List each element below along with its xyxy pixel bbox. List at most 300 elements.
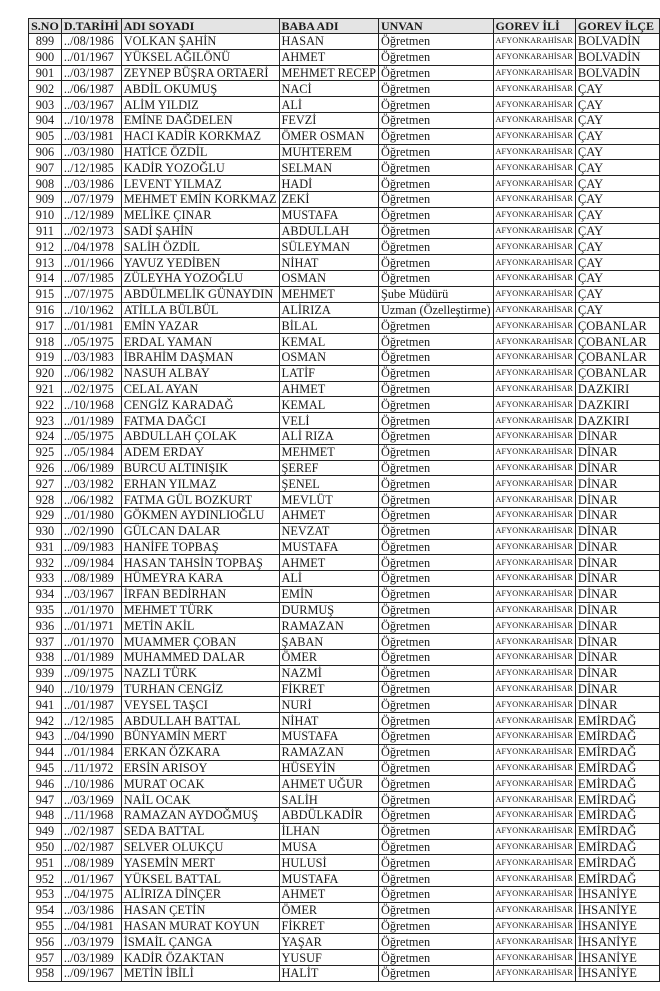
row-birth-date: ../03/1983 [61, 349, 121, 365]
row-district: İHSANİYE [575, 902, 659, 918]
row-sno: 925 [29, 444, 62, 460]
table-row [29, 112, 660, 128]
row-district: İHSANİYE [575, 887, 659, 903]
row-province: AFYONKARAHİSAR [493, 760, 575, 776]
row-province: AFYONKARAHİSAR [493, 571, 575, 587]
row-district: EMİRDAĞ [575, 776, 659, 792]
row-full-name: YÜKSEL BATTAL [121, 871, 279, 887]
row-title: Öğretmen [378, 65, 493, 81]
table-row [29, 555, 660, 571]
row-sno: 936 [29, 618, 62, 634]
row-province: AFYONKARAHİSAR [493, 744, 575, 760]
row-title: Öğretmen [378, 49, 493, 65]
table-row [29, 887, 660, 903]
row-district: İHSANİYE [575, 934, 659, 950]
row-birth-date: ../02/1973 [61, 223, 121, 239]
row-birth-date: ../03/1979 [61, 934, 121, 950]
row-birth-date: ../10/1962 [61, 302, 121, 318]
row-sno: 905 [29, 128, 62, 144]
row-district: DİNAR [575, 507, 659, 523]
row-province: AFYONKARAHİSAR [493, 823, 575, 839]
table-row [29, 349, 660, 365]
row-full-name: MURAT OCAK [121, 776, 279, 792]
row-province: AFYONKARAHİSAR [493, 902, 575, 918]
table-row [29, 681, 660, 697]
row-title: Öğretmen [378, 318, 493, 334]
table-row [29, 365, 660, 381]
table-row [29, 823, 660, 839]
row-title: Öğretmen [378, 523, 493, 539]
table-row [29, 34, 660, 50]
table-row [29, 239, 660, 255]
row-father-name: SÜLEYMAN [279, 239, 378, 255]
row-full-name: EMİN YAZAR [121, 318, 279, 334]
row-province: AFYONKARAHİSAR [493, 207, 575, 223]
row-district: DİNAR [575, 571, 659, 587]
row-province: AFYONKARAHİSAR [493, 887, 575, 903]
row-sno: 915 [29, 286, 62, 302]
row-district: ÇAY [575, 270, 659, 286]
table-row [29, 539, 660, 555]
row-title: Öğretmen [378, 239, 493, 255]
row-birth-date: ../03/1967 [61, 97, 121, 113]
row-birth-date: ../03/1967 [61, 586, 121, 602]
row-province: AFYONKARAHİSAR [493, 428, 575, 444]
row-title: Öğretmen [378, 334, 493, 350]
row-district: DİNAR [575, 665, 659, 681]
row-father-name: NİHAT [279, 713, 378, 729]
row-title: Uzman (Özelleştirme) [378, 302, 493, 318]
row-district: ÇAY [575, 207, 659, 223]
row-sno: 949 [29, 823, 62, 839]
row-father-name: ŞEREF [279, 460, 378, 476]
row-father-name: HALİT [279, 966, 378, 982]
row-province: AFYONKARAHİSAR [493, 97, 575, 113]
row-district: İHSANİYE [575, 966, 659, 982]
table-row [29, 223, 660, 239]
row-district: DİNAR [575, 539, 659, 555]
row-sno: 938 [29, 650, 62, 666]
table-body [29, 34, 660, 982]
table-row [29, 634, 660, 650]
row-full-name: METİN İBİLİ [121, 966, 279, 982]
row-birth-date: ../01/1989 [61, 650, 121, 666]
document-page [28, 18, 660, 982]
row-title: Öğretmen [378, 776, 493, 792]
row-title: Şube Müdürü [378, 286, 493, 302]
row-full-name: CELAL AYAN [121, 381, 279, 397]
row-title: Öğretmen [378, 176, 493, 192]
row-birth-date: ../07/1975 [61, 286, 121, 302]
table-row [29, 729, 660, 745]
row-birth-date: ../01/1967 [61, 49, 121, 65]
row-title: Öğretmen [378, 34, 493, 50]
row-birth-date: ../05/1984 [61, 444, 121, 460]
row-birth-date: ../09/1983 [61, 539, 121, 555]
table-row [29, 255, 660, 271]
row-birth-date: ../04/1975 [61, 887, 121, 903]
row-province: AFYONKARAHİSAR [493, 286, 575, 302]
row-sno: 911 [29, 223, 62, 239]
row-full-name: ABDULLAH BATTAL [121, 713, 279, 729]
row-father-name: VELİ [279, 413, 378, 429]
row-birth-date: ../05/1975 [61, 334, 121, 350]
row-district: ÇOBANLAR [575, 349, 659, 365]
row-father-name: NEVZAT [279, 523, 378, 539]
row-sno: 946 [29, 776, 62, 792]
table-row [29, 286, 660, 302]
row-father-name: NURİ [279, 697, 378, 713]
row-province: AFYONKARAHİSAR [493, 239, 575, 255]
row-title: Öğretmen [378, 97, 493, 113]
row-sno: 948 [29, 808, 62, 824]
row-birth-date: ../03/1987 [61, 65, 121, 81]
row-district: ÇOBANLAR [575, 318, 659, 334]
table-row [29, 776, 660, 792]
row-title: Öğretmen [378, 571, 493, 587]
row-birth-date: ../06/1989 [61, 460, 121, 476]
row-district: EMİRDAĞ [575, 792, 659, 808]
row-full-name: GÜLCAN DALAR [121, 523, 279, 539]
row-title: Öğretmen [378, 681, 493, 697]
row-sno: 958 [29, 966, 62, 982]
row-birth-date: ../01/1971 [61, 618, 121, 634]
row-province: AFYONKARAHİSAR [493, 492, 575, 508]
row-father-name: ALİRIZA [279, 302, 378, 318]
row-province: AFYONKARAHİSAR [493, 349, 575, 365]
table-row [29, 207, 660, 223]
row-district: EMİRDAĞ [575, 839, 659, 855]
row-title: Öğretmen [378, 808, 493, 824]
row-father-name: AHMET [279, 507, 378, 523]
row-father-name: ÖMER OSMAN [279, 128, 378, 144]
table-row [29, 839, 660, 855]
row-father-name: FEVZİ [279, 112, 378, 128]
row-birth-date: ../01/1981 [61, 318, 121, 334]
row-sno: 902 [29, 81, 62, 97]
row-title: Öğretmen [378, 602, 493, 618]
table-row [29, 665, 660, 681]
row-district: BOLVADİN [575, 49, 659, 65]
row-title: Öğretmen [378, 81, 493, 97]
row-sno: 907 [29, 160, 62, 176]
row-district: EMİRDAĞ [575, 729, 659, 745]
row-district: ÇAY [575, 112, 659, 128]
row-province: AFYONKARAHİSAR [493, 665, 575, 681]
row-father-name: YUSUF [279, 950, 378, 966]
row-province: AFYONKARAHİSAR [493, 381, 575, 397]
row-title: Öğretmen [378, 634, 493, 650]
row-sno: 941 [29, 697, 62, 713]
row-sno: 913 [29, 255, 62, 271]
row-father-name: OSMAN [279, 270, 378, 286]
row-sno: 922 [29, 397, 62, 413]
row-full-name: SELVER OLUKÇU [121, 839, 279, 855]
row-district: DİNAR [575, 476, 659, 492]
row-father-name: NAZMİ [279, 665, 378, 681]
row-sno: 947 [29, 792, 62, 808]
row-province: AFYONKARAHİSAR [493, 144, 575, 160]
row-district: EMİRDAĞ [575, 760, 659, 776]
row-full-name: İBRAHİM DAŞMAN [121, 349, 279, 365]
row-title: Öğretmen [378, 555, 493, 571]
row-father-name: ABDULLAH [279, 223, 378, 239]
row-father-name: MEHMET [279, 444, 378, 460]
row-birth-date: ../08/1989 [61, 855, 121, 871]
row-full-name: ZÜLEYHA YOZOĞLU [121, 270, 279, 286]
row-father-name: LATİF [279, 365, 378, 381]
table-row [29, 650, 660, 666]
row-province: AFYONKARAHİSAR [493, 460, 575, 476]
row-province: AFYONKARAHİSAR [493, 697, 575, 713]
row-district: EMİRDAĞ [575, 823, 659, 839]
row-father-name: RAMAZAN [279, 618, 378, 634]
row-father-name: ALİ RIZA [279, 428, 378, 444]
table-row [29, 792, 660, 808]
row-sno: 923 [29, 413, 62, 429]
row-title: Öğretmen [378, 855, 493, 871]
row-sno: 919 [29, 349, 62, 365]
row-father-name: AHMET [279, 887, 378, 903]
row-sno: 931 [29, 539, 62, 555]
row-birth-date: ../08/1989 [61, 571, 121, 587]
row-province: AFYONKARAHİSAR [493, 729, 575, 745]
row-district: ÇAY [575, 286, 659, 302]
row-title: Öğretmen [378, 255, 493, 271]
row-full-name: ERDAL YAMAN [121, 334, 279, 350]
row-birth-date: ../06/1982 [61, 365, 121, 381]
row-district: DİNAR [575, 634, 659, 650]
table-row [29, 855, 660, 871]
row-full-name: METİN AKİL [121, 618, 279, 634]
row-district: EMİRDAĞ [575, 744, 659, 760]
row-father-name: ZEKİ [279, 191, 378, 207]
row-full-name: TURHAN CENGİZ [121, 681, 279, 697]
row-district: ÇAY [575, 255, 659, 271]
row-birth-date: ../02/1975 [61, 381, 121, 397]
row-father-name: MEVLÜT [279, 492, 378, 508]
table-row [29, 713, 660, 729]
table-row [29, 444, 660, 460]
row-province: AFYONKARAHİSAR [493, 81, 575, 97]
row-sno: 906 [29, 144, 62, 160]
table-row [29, 507, 660, 523]
table-row [29, 523, 660, 539]
row-district: ÇAY [575, 160, 659, 176]
row-father-name: YAŞAR [279, 934, 378, 950]
row-province: AFYONKARAHİSAR [493, 776, 575, 792]
row-father-name: OSMAN [279, 349, 378, 365]
row-birth-date: ../10/1978 [61, 112, 121, 128]
table-row [29, 176, 660, 192]
row-birth-date: ../03/1989 [61, 950, 121, 966]
row-father-name: ÖMER [279, 902, 378, 918]
row-district: BOLVADİN [575, 34, 659, 50]
row-full-name: FATMA DAĞCI [121, 413, 279, 429]
row-father-name: HULUSİ [279, 855, 378, 871]
row-sno: 927 [29, 476, 62, 492]
row-title: Öğretmen [378, 618, 493, 634]
row-title: Öğretmen [378, 444, 493, 460]
row-province: AFYONKARAHİSAR [493, 160, 575, 176]
row-birth-date: ../11/1972 [61, 760, 121, 776]
row-birth-date: ../04/1990 [61, 729, 121, 745]
row-birth-date: ../03/1981 [61, 128, 121, 144]
row-title: Öğretmen [378, 887, 493, 903]
row-sno: 914 [29, 270, 62, 286]
row-district: DİNAR [575, 444, 659, 460]
row-birth-date: ../05/1975 [61, 428, 121, 444]
row-province: AFYONKARAHİSAR [493, 966, 575, 982]
row-district: İHSANİYE [575, 950, 659, 966]
row-full-name: ABDULLAH ÇOLAK [121, 428, 279, 444]
row-sno: 956 [29, 934, 62, 950]
row-full-name: İSMAİL ÇANGA [121, 934, 279, 950]
row-birth-date: ../01/1967 [61, 871, 121, 887]
row-birth-date: ../09/1967 [61, 966, 121, 982]
row-district: ÇOBANLAR [575, 334, 659, 350]
row-province: AFYONKARAHİSAR [493, 855, 575, 871]
row-sno: 903 [29, 97, 62, 113]
row-father-name: SELMAN [279, 160, 378, 176]
row-title: Öğretmen [378, 381, 493, 397]
row-province: AFYONKARAHİSAR [493, 634, 575, 650]
row-father-name: MUSA [279, 839, 378, 855]
row-title: Öğretmen [378, 823, 493, 839]
row-birth-date: ../01/1980 [61, 507, 121, 523]
table-row [29, 476, 660, 492]
row-province: AFYONKARAHİSAR [493, 713, 575, 729]
row-birth-date: ../01/1966 [61, 255, 121, 271]
row-province: AFYONKARAHİSAR [493, 365, 575, 381]
row-birth-date: ../01/1970 [61, 634, 121, 650]
row-title: Öğretmen [378, 223, 493, 239]
row-title: Öğretmen [378, 902, 493, 918]
table-row [29, 381, 660, 397]
row-sno: 935 [29, 602, 62, 618]
row-father-name: AHMET UĞUR [279, 776, 378, 792]
table-row [29, 413, 660, 429]
header-province: GOREV İLİ [493, 19, 575, 34]
row-title: Öğretmen [378, 460, 493, 476]
row-full-name: ZEYNEP BÜŞRA ORTAERİ [121, 65, 279, 81]
table-row [29, 191, 660, 207]
row-birth-date: ../12/1989 [61, 207, 121, 223]
row-district: ÇAY [575, 81, 659, 97]
row-title: Öğretmen [378, 428, 493, 444]
row-father-name: İLHAN [279, 823, 378, 839]
row-title: Öğretmen [378, 160, 493, 176]
table-row [29, 144, 660, 160]
row-father-name: ABDÜLKADİR [279, 808, 378, 824]
row-sno: 945 [29, 760, 62, 776]
row-sno: 942 [29, 713, 62, 729]
row-birth-date: ../12/1985 [61, 160, 121, 176]
row-full-name: BURCU ALTINIŞIK [121, 460, 279, 476]
row-birth-date: ../11/1968 [61, 808, 121, 824]
row-province: AFYONKARAHİSAR [493, 808, 575, 824]
row-title: Öğretmen [378, 839, 493, 855]
row-province: AFYONKARAHİSAR [493, 918, 575, 934]
row-sno: 937 [29, 634, 62, 650]
row-title: Öğretmen [378, 270, 493, 286]
row-sno: 943 [29, 729, 62, 745]
row-father-name: NİHAT [279, 255, 378, 271]
row-full-name: VOLKAN ŞAHİN [121, 34, 279, 50]
header-birth-date: D.TARİHİ [61, 19, 121, 34]
table-row [29, 918, 660, 934]
row-district: ÇAY [575, 239, 659, 255]
row-full-name: HANİFE TOPBAŞ [121, 539, 279, 555]
row-title: Öğretmen [378, 413, 493, 429]
table-row [29, 934, 660, 950]
table-row [29, 397, 660, 413]
row-birth-date: ../03/1982 [61, 476, 121, 492]
row-province: AFYONKARAHİSAR [493, 618, 575, 634]
row-province: AFYONKARAHİSAR [493, 650, 575, 666]
row-full-name: ADEM ERDAY [121, 444, 279, 460]
row-province: AFYONKARAHİSAR [493, 934, 575, 950]
row-title: Öğretmen [378, 713, 493, 729]
row-district: EMİRDAĞ [575, 713, 659, 729]
row-title: Öğretmen [378, 349, 493, 365]
row-province: AFYONKARAHİSAR [493, 555, 575, 571]
row-sno: 934 [29, 586, 62, 602]
row-father-name: FİKRET [279, 918, 378, 934]
row-father-name: MEHMET [279, 286, 378, 302]
row-full-name: ABDİL OKUMUŞ [121, 81, 279, 97]
row-title: Öğretmen [378, 950, 493, 966]
row-district: DİNAR [575, 523, 659, 539]
row-full-name: HACI KADİR KORKMAZ [121, 128, 279, 144]
row-sno: 908 [29, 176, 62, 192]
row-father-name: AHMET [279, 555, 378, 571]
row-district: İHSANİYE [575, 918, 659, 934]
row-full-name: ERKAN ÖZKARA [121, 744, 279, 760]
row-father-name: MUSTAFA [279, 871, 378, 887]
row-province: AFYONKARAHİSAR [493, 49, 575, 65]
row-province: AFYONKARAHİSAR [493, 191, 575, 207]
row-birth-date: ../04/1981 [61, 918, 121, 934]
row-birth-date: ../06/1987 [61, 81, 121, 97]
row-full-name: SALİH ÖZDİL [121, 239, 279, 255]
row-sno: 909 [29, 191, 62, 207]
row-father-name: NACİ [279, 81, 378, 97]
row-title: Öğretmen [378, 112, 493, 128]
row-district: DİNAR [575, 428, 659, 444]
row-title: Öğretmen [378, 144, 493, 160]
row-sno: 912 [29, 239, 62, 255]
row-birth-date: ../06/1982 [61, 492, 121, 508]
row-title: Öğretmen [378, 744, 493, 760]
row-full-name: SEDA BATTAL [121, 823, 279, 839]
row-birth-date: ../01/1984 [61, 744, 121, 760]
row-sno: 900 [29, 49, 62, 65]
table-row [29, 428, 660, 444]
row-full-name: NAİL OCAK [121, 792, 279, 808]
row-father-name: KEMAL [279, 334, 378, 350]
row-title: Öğretmen [378, 792, 493, 808]
row-sno: 926 [29, 460, 62, 476]
row-birth-date: ../01/1970 [61, 602, 121, 618]
row-sno: 944 [29, 744, 62, 760]
table-row [29, 966, 660, 982]
row-birth-date: ../02/1990 [61, 523, 121, 539]
row-district: DİNAR [575, 492, 659, 508]
row-title: Öğretmen [378, 207, 493, 223]
row-title: Öğretmen [378, 191, 493, 207]
row-full-name: MUAMMER ÇOBAN [121, 634, 279, 650]
